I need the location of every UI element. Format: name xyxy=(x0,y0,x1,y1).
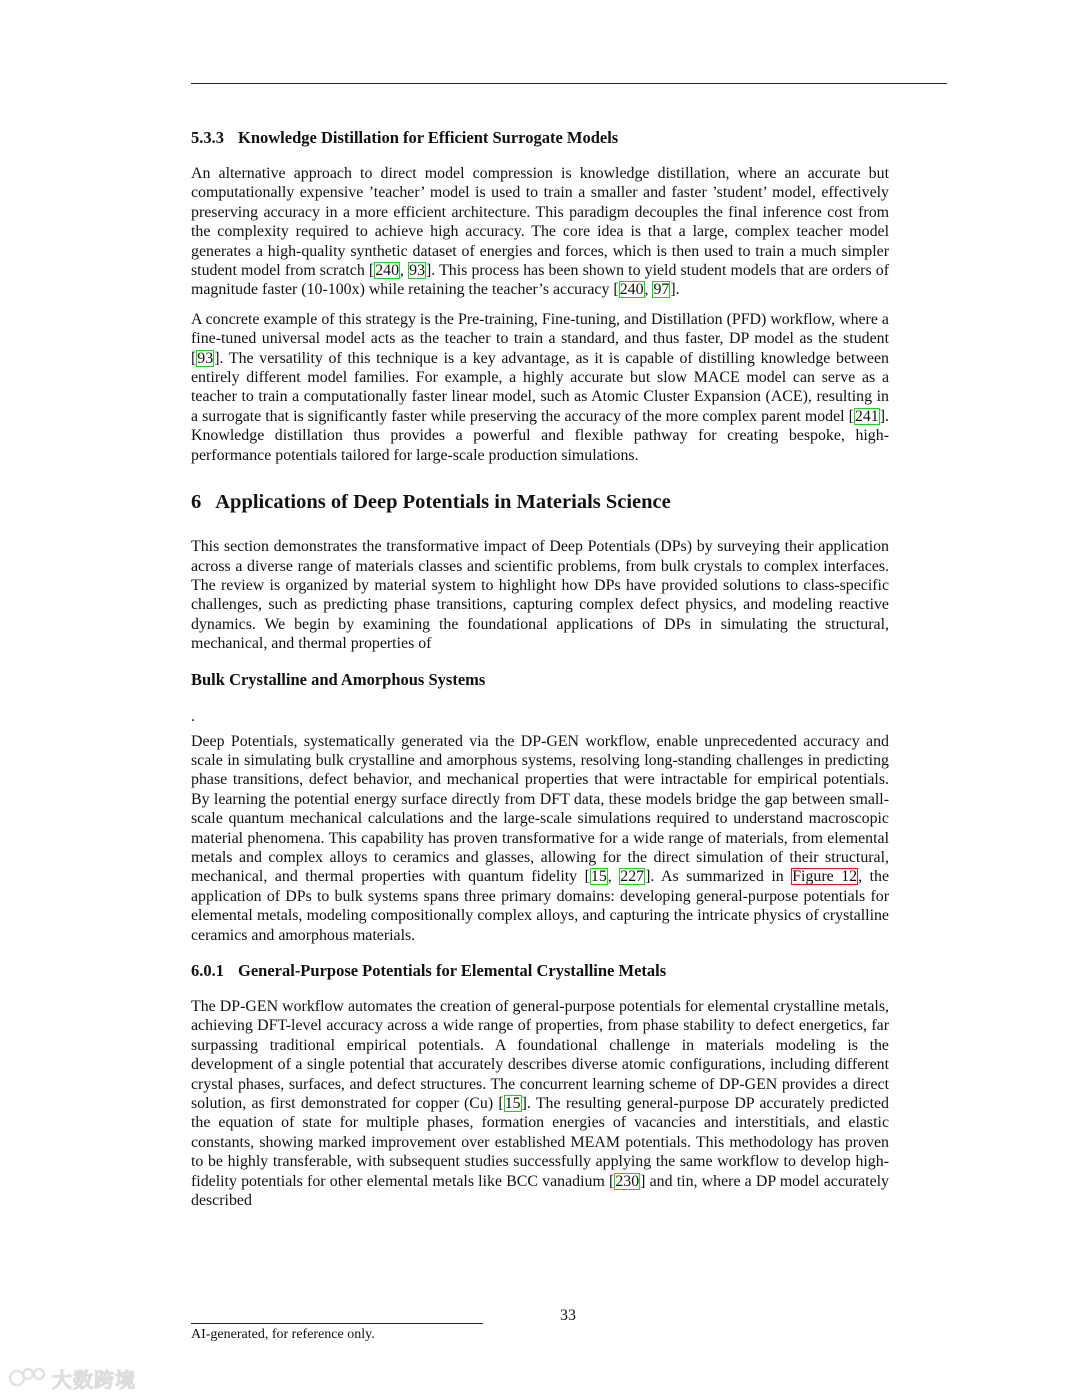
stray-period: . xyxy=(191,707,195,725)
paragraph: Deep Potentials, systematically generated via the DP-GEN workflow, enable unprecedented accuracy and scale in simulating bulk crystalline and amorphous systems, resolving long-standing challenges in predicting phase transitions, defect behavior, and mechanical properties that were intractable for empirical potentials. By learning the potential energy surface directly from DFT data, these models bridge the gap between small-scale quantum mechanical calculations and the large-scale simulations required to understand macroscopic material phenomena. This capability has proven transformative for a wide range of materials, from elemental metals and complex alloys to ceramics and glasses, allowing for the direct simulation of their structural, mechanical, and thermal properties with quantum fidelity [15, 227]. As summarized in Figure 12, the application of DPs to bulk systems spans three primary domains: developing general-purpose potentials for elemental metals, modeling compositionally complex alloys, and capturing the intricate physics of crystalline ceramics and amorphous materials. xyxy=(191,732,889,944)
paragraph: The DP-GEN workflow automates the creation of general-purpose potentials for elemental crystalline metals, achieving DFT-level accuracy across a wide range of properties, from phase stability to defect energetics, far surpassing traditional empirical potentials. A foundational challenge in materials modeling is the development of a single potential that accurately describes diverse atomic configurations, including different crystal phases, surfaces, and defect structures. The concurrent learning scheme of DP-GEN provides a direct solution, as first demonstrated for copper (Cu) [15]. The resulting general-purpose DP accurately predicted the equation of state for multiple phases, formation energies of vacancies and interstitials, and elastic constants, showing marked improvement over established MEAM potentials. This methodology has proven to be highly transferable, with subsequent studies successfully applying the same workflow to develop high-fidelity potentials for other elemental metals like BCC vanadium [230] and tin, where a DP model accurately described xyxy=(191,998,889,1210)
watermark-logo-icon xyxy=(8,1366,48,1390)
watermark-text: 大数跨境 xyxy=(52,1367,136,1392)
page-body xyxy=(191,126,889,1220)
citation-link[interactable]: 227 xyxy=(620,868,645,886)
subsection-heading-6-0-1 xyxy=(191,959,889,983)
citation-link[interactable]: 97 xyxy=(653,281,670,299)
subsection-number: 5.3.3 xyxy=(191,128,224,147)
citation-link[interactable]: 240 xyxy=(375,262,400,280)
subsection-heading-5-3-3 xyxy=(191,126,889,150)
page-number: 33 xyxy=(560,1307,576,1324)
watermark xyxy=(8,1365,136,1391)
citation-link[interactable]: 93 xyxy=(409,262,426,280)
paragraph: This section demonstrates the transformative impact of Deep Potentials (DPs) by surveying their application across a diverse range of materials classes and scientific problems, from bulk crystals to complex interfaces. The review is organized by material system to highlight how DPs have provided solutions to class-specific challenges, such as predicting phase transitions, capturing complex defect physics, and modeling reactive dynamics. We begin by examining the foundational applications of DPs in simulating the structural, mechanical, and thermal properties of xyxy=(191,538,889,653)
citation-link[interactable]: 93 xyxy=(197,349,214,367)
citation-link[interactable]: 15 xyxy=(504,1095,521,1113)
subsection-number: 6.0.1 xyxy=(191,961,224,980)
citation-link[interactable]: 240 xyxy=(619,281,644,299)
paragraph-heading-bulk: Bulk Crystalline and Amorphous Systems xyxy=(191,669,486,689)
section-heading-6 xyxy=(191,487,889,517)
footnote-rule xyxy=(191,1323,483,1324)
section-number: 6 xyxy=(191,491,202,514)
section-title: Applications of Deep Potentials in Materials Science xyxy=(215,491,671,514)
subsection-title: General-Purpose Potentials for Elemental Crystalline Metals xyxy=(238,961,667,980)
citation-link[interactable]: 230 xyxy=(615,1172,640,1190)
citation-link[interactable]: 241 xyxy=(854,407,879,425)
paragraph: An alternative approach to direct model compression is knowledge distillation, where an accurate but computationally expensive ’teacher’ model is used to train a smaller and faster ’student’ model, effectively preserving accuracy in a more efficient architecture. This paradigm decouples the final inference cost from the complexity required to achieve high accuracy. The core idea is that a large, complex teacher model generates a high-quality synthetic dataset of energies and forces, which is then used to train a much simpler student model from scratch [240, 93]. This process has been shown to yield student models that are orders of magnitude faster (10-100x) while retaining the teacher’s accuracy [240, 97]. xyxy=(191,165,889,299)
subsection-title: Knowledge Distillation for Efficient Surrogate Models xyxy=(238,128,619,147)
paragraph: A concrete example of this strategy is the Pre-training, Fine-tuning, and Distillation (PFD) workflow, where a fine-tuned universal model acts as the teacher to train a standard, and thus faster, DP model as the student [93]. The versatility of this technique is a key advantage, as it is capable of distilling knowledge between entirely different model families. For example, a highly accurate but slow MACE model can serve as a teacher to train a computationally faster linear model, such as Atomic Cluster Expansion (ACE), resulting in a surrogate that is significantly faster while preserving the accuracy of the more complex parent model [241]. Knowledge distillation thus provides a powerful and flexible pathway for creating bespoke, high-performance potentials tailored for large-scale production simulations. xyxy=(191,310,889,464)
header-rule xyxy=(191,83,947,84)
figure-link[interactable]: Figure 12 xyxy=(792,868,858,886)
footnote: AI-generated, for reference only. xyxy=(191,1327,375,1342)
citation-link[interactable]: 15 xyxy=(590,868,607,886)
